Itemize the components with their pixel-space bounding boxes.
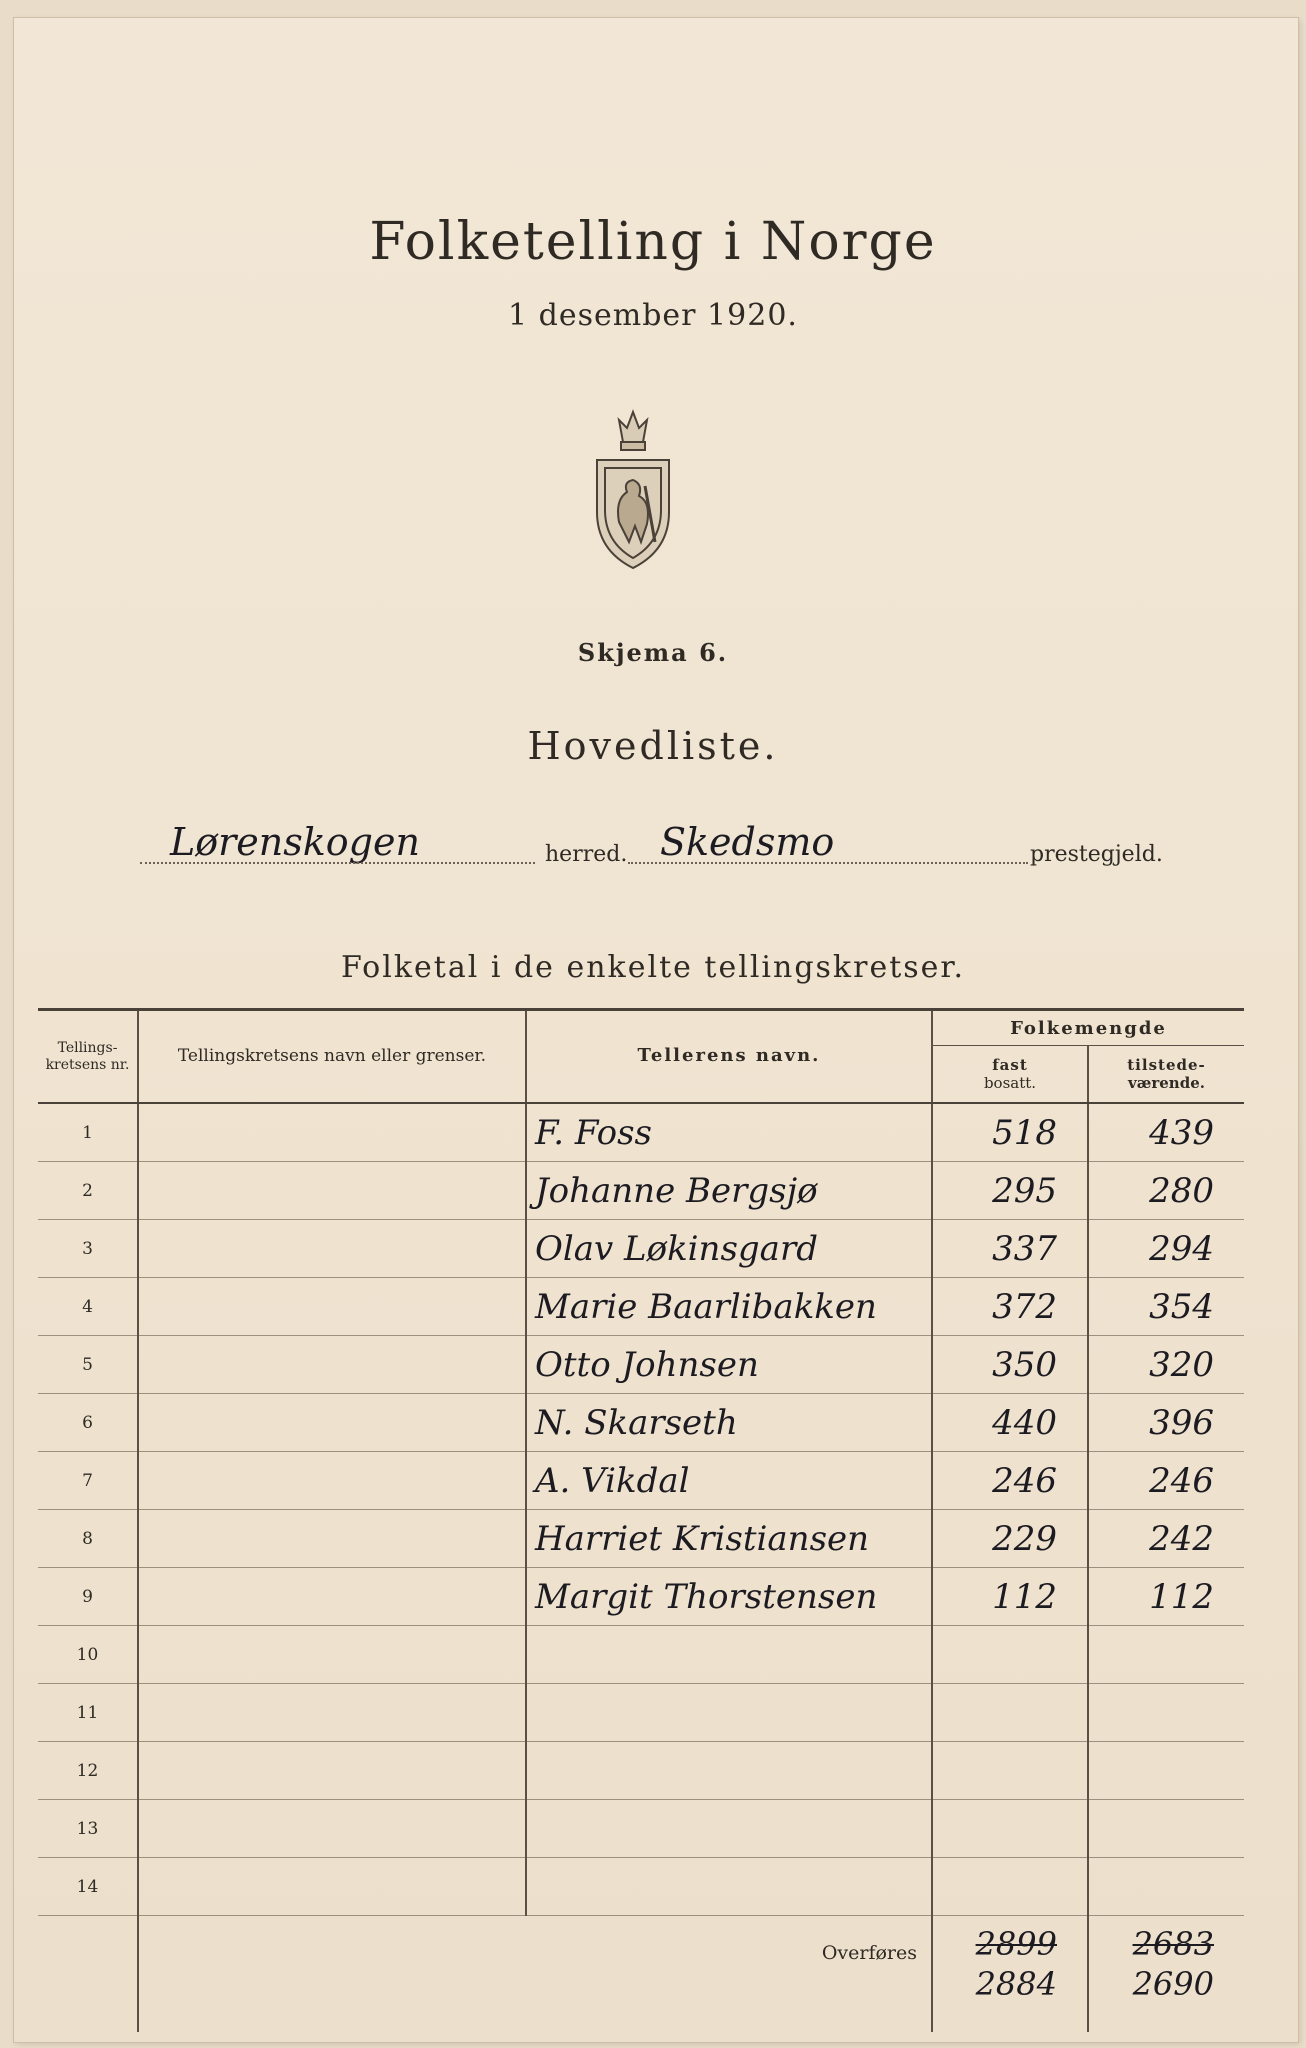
col-nr-header: Tellings-kretsens nr. [38,1010,138,1104]
table-row [38,1742,1244,1800]
row-circuit-name [138,1162,526,1220]
row-tilstede: 112 [1088,1568,1244,1626]
herred-dotted-line [140,862,535,864]
total-fast: 2884 [975,1965,1057,2003]
row-number: 1 [38,1103,138,1162]
row-fast-bosatt: 295 [932,1162,1088,1220]
row-fast-bosatt: 350 [932,1336,1088,1394]
row-fast-bosatt: 229 [932,1510,1088,1568]
row-number: 9 [38,1568,138,1626]
prestegjeld-dotted-line [628,862,1028,864]
row-circuit-name [138,1510,526,1568]
row-counter-name: Harriet Kristiansen [526,1510,932,1568]
table-row [38,1510,1244,1568]
row-counter-name: Otto Johnsen [526,1336,932,1394]
row-fast-bosatt: 246 [932,1452,1088,1510]
prestegjeld-label: prestegjeld. [1030,842,1163,867]
row-circuit-name [138,1626,526,1684]
row-counter-name [526,1684,932,1742]
row-number: 10 [38,1626,138,1684]
col-fast-header [932,1046,1088,1104]
total-tilstede-struck: 2683 [1132,1925,1214,1963]
list-title: Hovedliste. [527,724,779,768]
row-circuit-name [138,1742,526,1800]
coat-of-arms-icon [585,402,681,574]
row-tilstede [1088,1800,1244,1858]
overfores-label: Overføres [526,1916,932,2033]
col-name-header: Tellingskretsens navn eller grenser. [138,1010,526,1104]
row-fast-bosatt: 518 [932,1103,1088,1162]
row-number: 8 [38,1510,138,1568]
prestegjeld-value: Skedsmo [660,820,835,864]
row-number: 2 [38,1162,138,1220]
row-fast-bosatt [932,1742,1088,1800]
row-counter-name: Marie Baarlibakken [526,1278,932,1336]
row-tilstede: 246 [1088,1452,1244,1510]
row-circuit-name [138,1103,526,1162]
row-circuit-name [138,1278,526,1336]
col-fast-label: fast [992,1056,1028,1074]
document-title: Folketelling i Norge [369,212,937,272]
census-table [38,1008,1244,2032]
row-counter-name: A. Vikdal [526,1452,932,1510]
table-row [38,1162,1244,1220]
row-tilstede [1088,1742,1244,1800]
row-fast-bosatt [932,1684,1088,1742]
row-number: 5 [38,1336,138,1394]
table-row [38,1858,1244,1916]
table-row [38,1336,1244,1394]
table-row [38,1626,1244,1684]
row-tilstede [1088,1684,1244,1742]
row-fast-bosatt [932,1858,1088,1916]
table-body [38,1103,1244,1916]
row-circuit-name [138,1568,526,1626]
row-number: 7 [38,1452,138,1510]
col-fast-sublabel: bosatt. [983,1074,1037,1092]
row-counter-name: Johanne Bergsjø [526,1162,932,1220]
row-fast-bosatt: 440 [932,1394,1088,1452]
row-counter-name [526,1626,932,1684]
row-number: 4 [38,1278,138,1336]
row-circuit-name [138,1452,526,1510]
row-circuit-name [138,1336,526,1394]
table-row [38,1568,1244,1626]
row-circuit-name [138,1858,526,1916]
total-fast-cell [932,1916,1088,2033]
row-tilstede: 294 [1088,1220,1244,1278]
row-tilstede: 320 [1088,1336,1244,1394]
col-tilstede-label: tilstede- [1127,1056,1206,1074]
table-row [38,1103,1244,1162]
row-counter-name [526,1800,932,1858]
row-number: 3 [38,1220,138,1278]
table-row [38,1278,1244,1336]
row-tilstede [1088,1858,1244,1916]
row-number: 14 [38,1858,138,1916]
total-tilstede: 2690 [1132,1965,1214,2003]
row-tilstede: 396 [1088,1394,1244,1452]
col-counter-header: Tellerens navn. [526,1010,932,1104]
herred-label: herred. [545,842,628,867]
row-circuit-name [138,1684,526,1742]
row-fast-bosatt [932,1800,1088,1858]
row-fast-bosatt: 337 [932,1220,1088,1278]
total-row [38,1916,1244,2033]
row-counter-name: Olav Løkinsgard [526,1220,932,1278]
row-circuit-name [138,1394,526,1452]
row-tilstede: 354 [1088,1278,1244,1336]
herred-value: Lørenskogen [170,820,420,864]
row-counter-name [526,1858,932,1916]
row-counter-name: Margit Thorstensen [526,1568,932,1626]
row-tilstede: 242 [1088,1510,1244,1568]
col-tilstede-sublabel: værende. [1128,1074,1205,1092]
row-fast-bosatt: 372 [932,1278,1088,1336]
row-number: 6 [38,1394,138,1452]
row-tilstede [1088,1626,1244,1684]
col-folkemengde-header: Folkemengde [932,1010,1244,1046]
col-tilstede-header [1088,1046,1244,1104]
table-row [38,1394,1244,1452]
row-counter-name: F. Foss [526,1103,932,1162]
table-row [38,1800,1244,1858]
table-subtitle: Folketal i de enkelte tellingskretser. [341,950,965,985]
total-tilstede-cell [1088,1916,1244,2033]
row-circuit-name [138,1220,526,1278]
row-tilstede: 439 [1088,1103,1244,1162]
row-circuit-name [138,1800,526,1858]
row-fast-bosatt [932,1626,1088,1684]
row-counter-name [526,1742,932,1800]
row-counter-name: N. Skarseth [526,1394,932,1452]
row-tilstede: 280 [1088,1162,1244,1220]
census-date: 1 desember 1920. [508,298,798,333]
total-fast-struck: 2899 [975,1925,1057,1963]
table-row [38,1452,1244,1510]
row-number: 13 [38,1800,138,1858]
row-number: 12 [38,1742,138,1800]
row-number: 11 [38,1684,138,1742]
row-fast-bosatt: 112 [932,1568,1088,1626]
table-row [38,1220,1244,1278]
form-number: Skjema 6. [577,638,729,667]
table-row [38,1684,1244,1742]
